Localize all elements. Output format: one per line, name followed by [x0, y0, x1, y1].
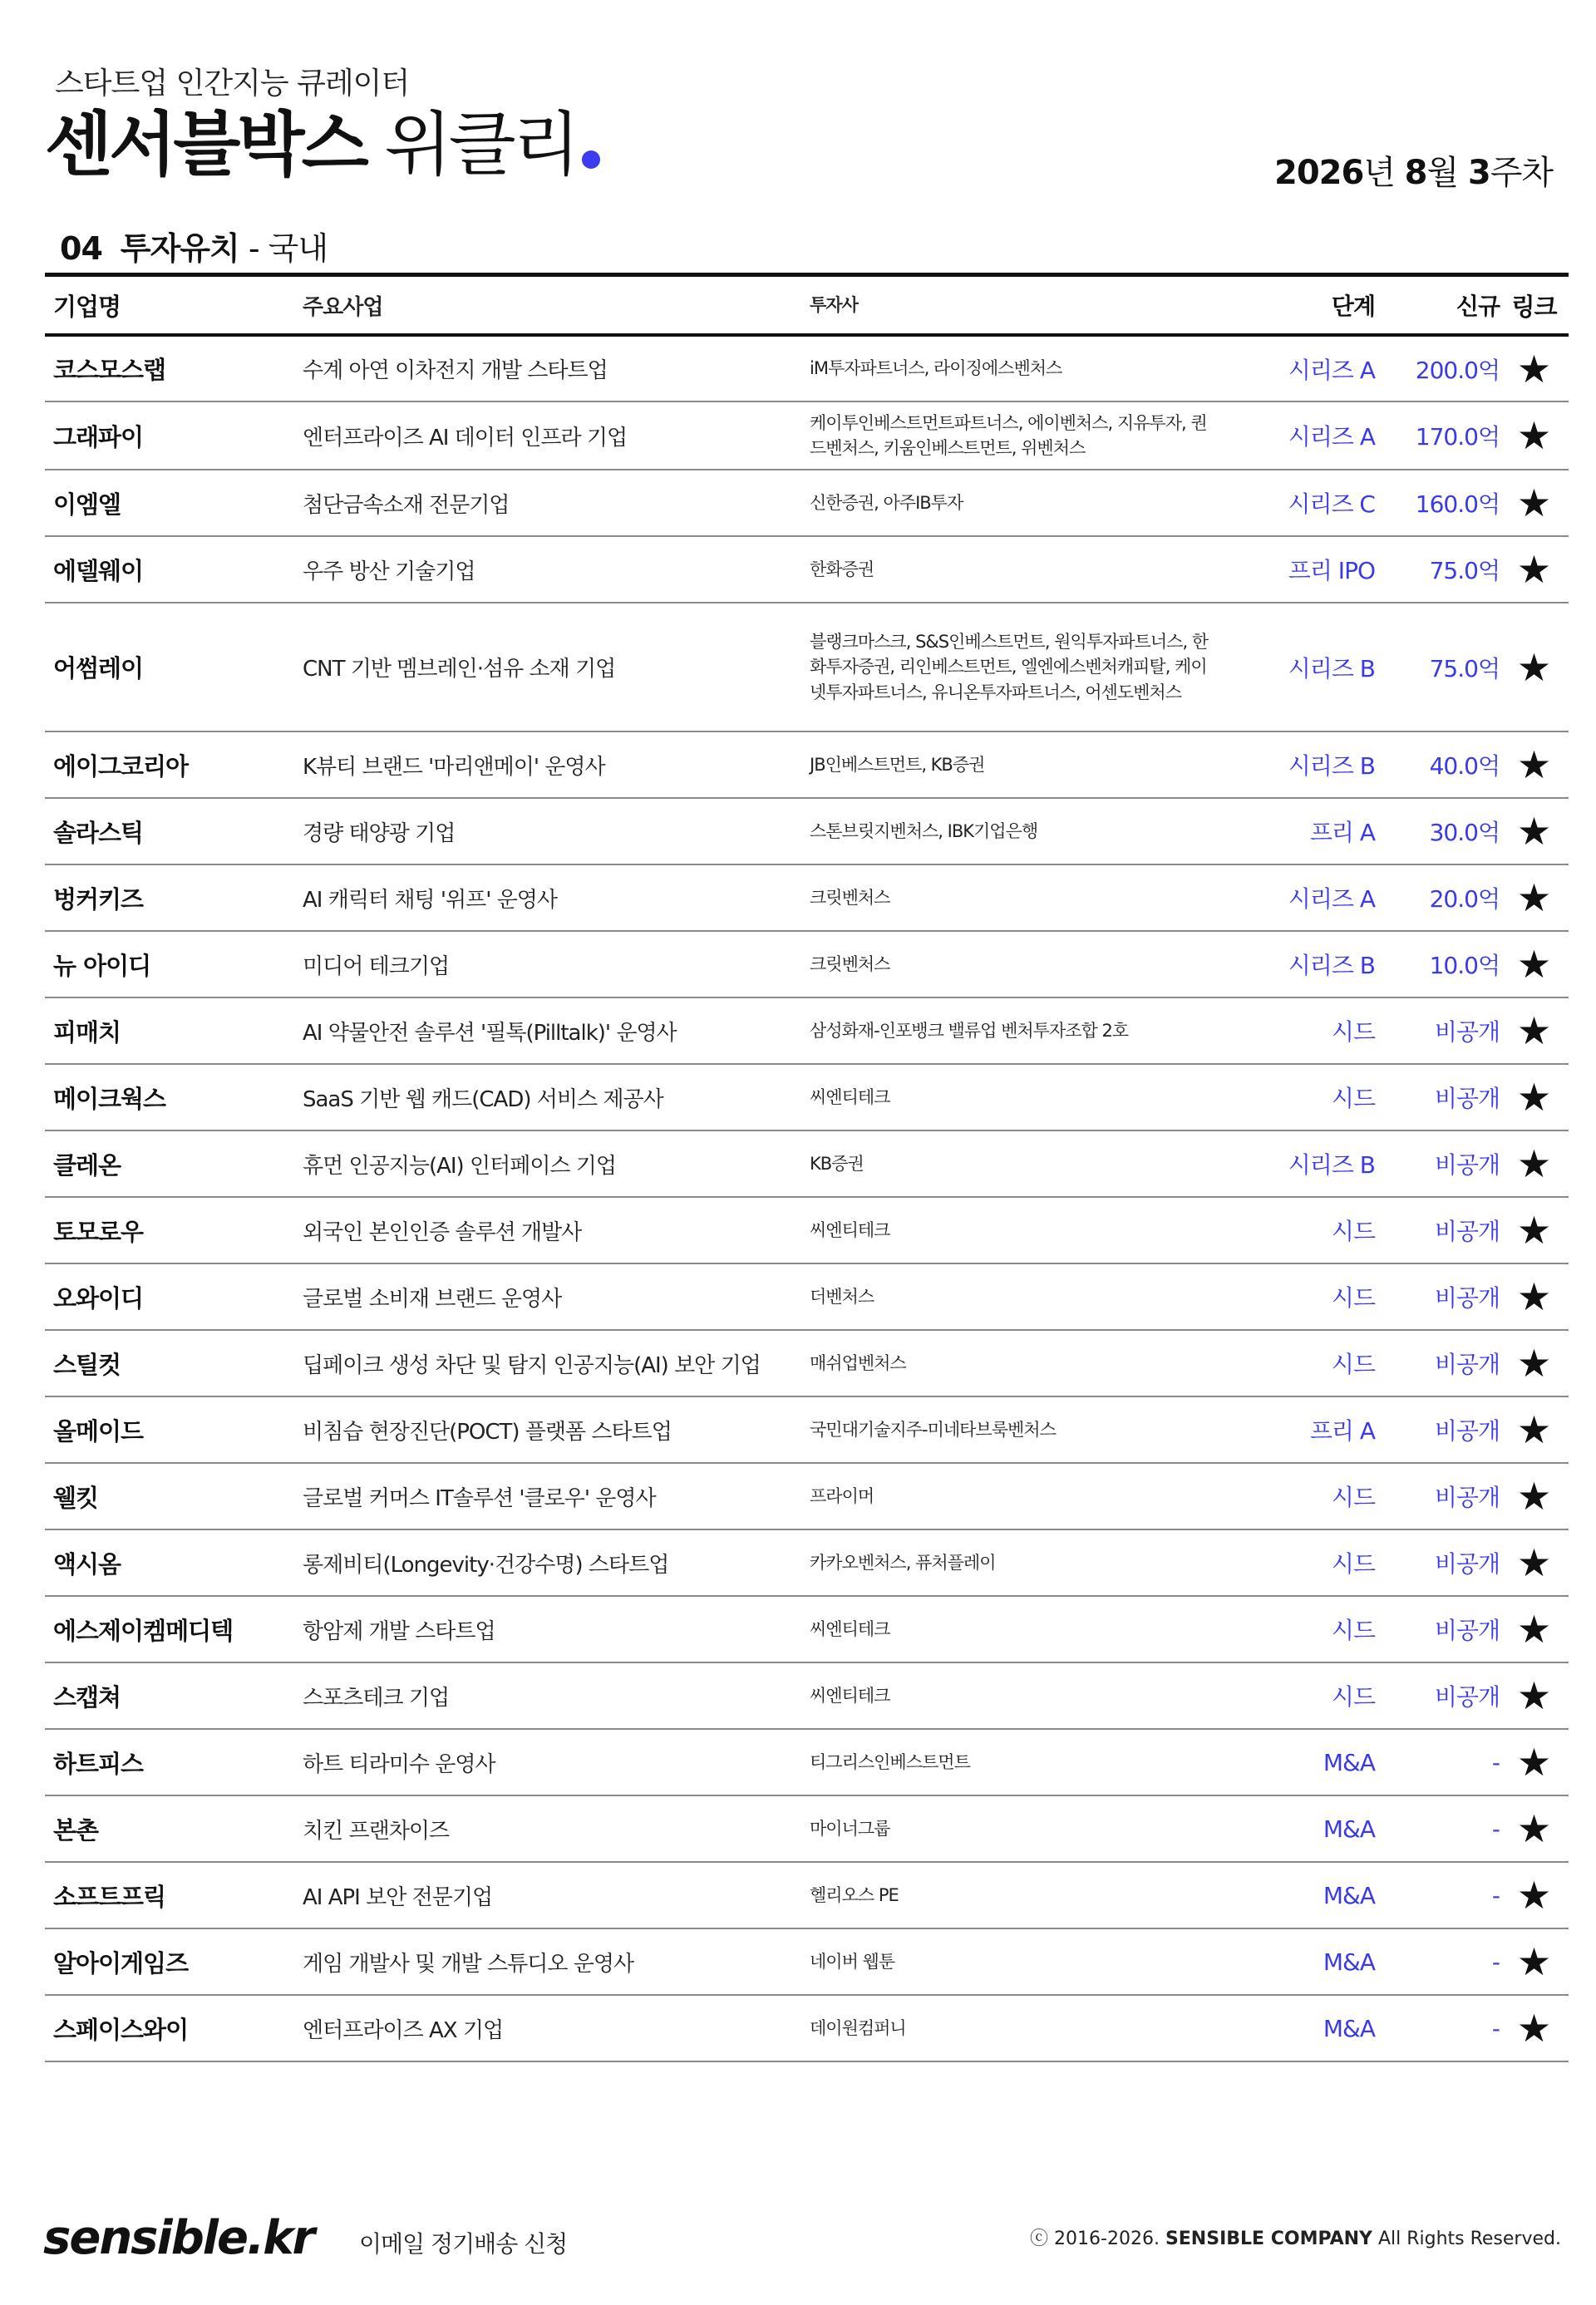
investor-list: 스톤브릿지벤처스, IBK기업은행 [810, 798, 1217, 864]
funding-stage: 시리즈 B [1217, 931, 1375, 997]
column-header-link: 링크 [1511, 292, 1557, 321]
star-link-icon[interactable]: ★ [1500, 1396, 1569, 1463]
copyright-company: SENSIBLE COMPANY [1165, 2229, 1372, 2249]
table-row [45, 1463, 1569, 1529]
table-row [45, 1928, 1569, 1995]
business-description: SaaS 기반 웹 캐드(CAD) 서비스 제공사 [303, 1064, 810, 1130]
column-header-amount: 신규 [1456, 293, 1500, 320]
investor-list: 프라이머 [810, 1463, 1217, 1529]
column-header-stage: 단계 [1331, 293, 1375, 320]
star-link-icon[interactable]: ★ [1500, 335, 1569, 401]
issue-month-unit: 월 [1426, 154, 1468, 192]
business-description: 경량 태양광 기업 [303, 798, 810, 864]
funding-stage: 프리 A [1217, 798, 1375, 864]
investment-table [45, 273, 1569, 2062]
business-description: 수계 아연 이차전지 개발 스타트업 [303, 335, 810, 401]
funding-stage: 시드 [1217, 1263, 1375, 1330]
copyright-prefix: ⓒ 2016-2026. [1030, 2229, 1165, 2249]
investor-list: 헬리오스 PE [810, 1862, 1217, 1928]
table-row [45, 470, 1569, 536]
company-name: 스틸컷 [45, 1330, 303, 1396]
investor-list: 씨엔티테크 [810, 1197, 1217, 1263]
table-row [45, 1862, 1569, 1928]
funding-stage: 시드 [1217, 1662, 1375, 1729]
company-name: 어썸레이 [45, 603, 303, 731]
company-name: 에델웨이 [45, 536, 303, 603]
table-row [45, 1596, 1569, 1662]
funding-stage: M&A [1217, 1862, 1375, 1928]
business-description: CNT 기반 멤브레인·섬유 소재 기업 [303, 603, 810, 731]
issue-year-unit: 년 [1363, 154, 1405, 192]
investor-list: 케이투인베스트먼트파트너스, 에이벤처스, 지유투자, 퀀드벤처스, 키움인베스트먼트, 위벤처스 [810, 401, 1217, 470]
subscribe-link[interactable]: 이메일 정기배송 신청 [359, 2230, 568, 2258]
company-name: 이엠엘 [45, 470, 303, 536]
investor-list: 국민대기술지주-미네타브룩벤처스 [810, 1396, 1217, 1463]
star-link-icon[interactable]: ★ [1500, 1064, 1569, 1130]
company-name: 올메이드 [45, 1396, 303, 1463]
table-row [45, 335, 1569, 401]
star-link-icon[interactable]: ★ [1500, 470, 1569, 536]
investor-list: 네이버 웹툰 [810, 1928, 1217, 1995]
funding-stage: 시리즈 C [1217, 470, 1375, 536]
star-link-icon[interactable]: ★ [1500, 1862, 1569, 1928]
footer-logo[interactable]: sensible.kr [43, 2211, 314, 2265]
issue-year: 2026 [1273, 154, 1364, 192]
business-description: 첨단금속소재 전문기업 [303, 470, 810, 536]
company-name: 피매치 [45, 997, 303, 1064]
company-name: 본촌 [45, 1795, 303, 1862]
investor-list: 매쉬업벤처스 [810, 1330, 1217, 1396]
investor-list: 신한증권, 아주IB투자 [810, 470, 1217, 536]
investor-list: 데이원컴퍼니 [810, 1995, 1217, 2061]
funding-amount: 200.0억 [1375, 335, 1500, 401]
star-link-icon[interactable]: ★ [1500, 401, 1569, 470]
funding-stage: 시드 [1217, 1529, 1375, 1596]
company-name: 메이크웍스 [45, 1064, 303, 1130]
funding-amount: 비공개 [1375, 1529, 1500, 1596]
company-name: 에이그코리아 [45, 731, 303, 798]
star-link-icon[interactable]: ★ [1500, 1995, 1569, 2061]
funding-amount: 비공개 [1375, 1463, 1500, 1529]
funding-amount: 비공개 [1375, 1064, 1500, 1130]
investor-list: 크릿벤처스 [810, 864, 1217, 931]
company-name: 스캡쳐 [45, 1662, 303, 1729]
issue-date [1274, 146, 1553, 194]
star-link-icon[interactable]: ★ [1500, 1130, 1569, 1197]
company-name: 스페이스와이 [45, 1995, 303, 2061]
column-header-investor: 투자사 [810, 294, 858, 315]
funding-amount: 170.0억 [1375, 401, 1500, 470]
star-link-icon[interactable]: ★ [1500, 864, 1569, 931]
newsletter-title [45, 104, 600, 185]
investor-list: 씨엔티테크 [810, 1662, 1217, 1729]
funding-amount: 비공개 [1375, 1197, 1500, 1263]
star-link-icon[interactable]: ★ [1500, 1263, 1569, 1330]
table-row [45, 1995, 1569, 2061]
funding-stage: 시리즈 B [1217, 603, 1375, 731]
funding-amount: 비공개 [1375, 1662, 1500, 1729]
funding-amount: 비공개 [1375, 997, 1500, 1064]
company-name: 솔라스틱 [45, 798, 303, 864]
column-header-business: 주요사업 [303, 294, 383, 320]
table-row [45, 864, 1569, 931]
star-link-icon[interactable]: ★ [1500, 1662, 1569, 1729]
funding-stage: 프리 IPO [1217, 536, 1375, 603]
funding-amount: - [1375, 1795, 1500, 1862]
business-description: 우주 방산 기술기업 [303, 536, 810, 603]
company-name: 하트피스 [45, 1729, 303, 1795]
funding-stage: 시리즈 B [1217, 1130, 1375, 1197]
funding-amount: 75.0억 [1375, 536, 1500, 603]
section-number: 04 [60, 230, 102, 267]
business-description: 비침습 현장진단(POCT) 플랫폼 스타트업 [303, 1396, 810, 1463]
table-row [45, 731, 1569, 798]
company-name: 소프트프릭 [45, 1862, 303, 1928]
star-link-icon[interactable]: ★ [1500, 1197, 1569, 1263]
table-row [45, 1662, 1569, 1729]
funding-stage: M&A [1217, 1995, 1375, 2061]
funding-stage: M&A [1217, 1928, 1375, 1995]
company-name: 알아이게임즈 [45, 1928, 303, 1995]
star-link-icon[interactable]: ★ [1500, 1463, 1569, 1529]
business-description: AI 약물안전 솔루션 '필톡(Pilltalk)' 운영사 [303, 997, 810, 1064]
issue-week: 3 [1467, 154, 1490, 192]
table-row [45, 997, 1569, 1064]
funding-amount: 10.0억 [1375, 931, 1500, 997]
funding-stage: M&A [1217, 1729, 1375, 1795]
table-header-row [45, 275, 1569, 336]
funding-stage: 시드 [1217, 1330, 1375, 1396]
section-heading [60, 223, 328, 268]
investor-list: KB증권 [810, 1130, 1217, 1197]
title-weekly: 위클리 [365, 104, 577, 185]
section-subname: - 국내 [239, 230, 328, 267]
company-name: 벙커키즈 [45, 864, 303, 931]
table-row [45, 931, 1569, 997]
funding-stage: 시리즈 A [1217, 401, 1375, 470]
table-row [45, 401, 1569, 470]
star-link-icon[interactable]: ★ [1500, 997, 1569, 1064]
funding-stage: 시드 [1217, 1064, 1375, 1130]
table-row [45, 1263, 1569, 1330]
table-row [45, 536, 1569, 603]
star-link-icon[interactable]: ★ [1500, 931, 1569, 997]
funding-amount: 160.0억 [1375, 470, 1500, 536]
company-name: 오와이디 [45, 1263, 303, 1330]
issue-month: 8 [1404, 154, 1427, 192]
investor-list: 씨엔티테크 [810, 1064, 1217, 1130]
investor-list: 카카오벤처스, 퓨처플레이 [810, 1529, 1217, 1596]
funding-stage: M&A [1217, 1795, 1375, 1862]
business-description: 스포츠테크 기업 [303, 1662, 810, 1729]
funding-amount: 비공개 [1375, 1130, 1500, 1197]
business-description: 엔터프라이즈 AI 데이터 인프라 기업 [303, 401, 810, 470]
business-description: 외국인 본인인증 솔루션 개발사 [303, 1197, 810, 1263]
column-header-company: 기업명 [53, 292, 121, 321]
business-description: 치킨 프랜차이즈 [303, 1795, 810, 1862]
funding-amount: 40.0억 [1375, 731, 1500, 798]
funding-amount: 75.0억 [1375, 603, 1500, 731]
star-link-icon[interactable]: ★ [1500, 603, 1569, 731]
company-name: 웰킷 [45, 1463, 303, 1529]
funding-amount: 비공개 [1375, 1330, 1500, 1396]
funding-amount: - [1375, 1729, 1500, 1795]
funding-stage: 시드 [1217, 1197, 1375, 1263]
company-name: 액시옴 [45, 1529, 303, 1596]
funding-amount: - [1375, 1995, 1500, 2061]
table-row [45, 1197, 1569, 1263]
table-row [45, 1064, 1569, 1130]
funding-stage: 시리즈 A [1217, 864, 1375, 931]
table-row [45, 1529, 1569, 1596]
funding-stage: 시드 [1217, 1463, 1375, 1529]
company-name: 클레온 [45, 1130, 303, 1197]
funding-stage: 시리즈 A [1217, 335, 1375, 401]
table-row [45, 603, 1569, 731]
company-name: 코스모스랩 [45, 335, 303, 401]
table-row [45, 1130, 1569, 1197]
company-name: 토모로우 [45, 1197, 303, 1263]
investor-list: 씨엔티테크 [810, 1596, 1217, 1662]
business-description: 하트 티라미수 운영사 [303, 1729, 810, 1795]
investor-list: 한화증권 [810, 536, 1217, 603]
copyright-suffix: All Rights Reserved. [1372, 2229, 1561, 2249]
table-row [45, 1729, 1569, 1795]
table-row [45, 1795, 1569, 1862]
star-link-icon[interactable]: ★ [1500, 798, 1569, 864]
funding-amount: - [1375, 1862, 1500, 1928]
business-description: 휴먼 인공지능(AI) 인터페이스 기업 [303, 1130, 810, 1197]
funding-amount: 비공개 [1375, 1396, 1500, 1463]
funding-stage: 시드 [1217, 1596, 1375, 1662]
business-description: AI API 보안 전문기업 [303, 1862, 810, 1928]
investor-list: 마이너그룹 [810, 1795, 1217, 1862]
star-link-icon[interactable]: ★ [1500, 1795, 1569, 1862]
star-link-icon[interactable]: ★ [1500, 1596, 1569, 1662]
title-dot-icon [582, 150, 600, 169]
table-row [45, 1396, 1569, 1463]
table-body [45, 335, 1569, 2061]
business-description: 글로벌 소비재 브랜드 운영사 [303, 1263, 810, 1330]
newsletter-subtitle: 스타트업 인간지능 큐레이터 [55, 66, 410, 101]
business-description: AI 캐릭터 채팅 '위프' 운영사 [303, 864, 810, 931]
star-link-icon[interactable]: ★ [1500, 731, 1569, 798]
table-row [45, 798, 1569, 864]
funding-stage: 프리 A [1217, 1396, 1375, 1463]
funding-stage: 시리즈 B [1217, 731, 1375, 798]
table-row [45, 1330, 1569, 1396]
title-brand: 센서블박스 [45, 104, 366, 185]
investor-list: 티그리스인베스트먼트 [810, 1729, 1217, 1795]
star-link-icon[interactable]: ★ [1500, 536, 1569, 603]
business-description: 항암제 개발 스타트업 [303, 1596, 810, 1662]
investor-list: iM투자파트너스, 라이징에스벤처스 [810, 335, 1217, 401]
funding-stage: 시드 [1217, 997, 1375, 1064]
funding-amount: - [1375, 1928, 1500, 1995]
company-name: 뉴 아이디 [45, 931, 303, 997]
investor-list: 블랭크마스크, S&S인베스트먼트, 원익투자파트너스, 한화투자증권, 리인베스트먼트, 엘엔에스벤처캐피탈, 케이넷투자파트너스, 유니온투자파트너스, 어센도벤처스 [810, 603, 1217, 731]
company-name: 에스제이켐메디텍 [45, 1596, 303, 1662]
section-name: 투자유치 [120, 230, 239, 267]
business-description: 글로벌 커머스 IT솔루션 '클로우' 운영사 [303, 1463, 810, 1529]
business-description: 게임 개발사 및 개발 스튜디오 운영사 [303, 1928, 810, 1995]
star-link-icon[interactable]: ★ [1500, 1330, 1569, 1396]
funding-amount: 비공개 [1375, 1263, 1500, 1330]
investor-list: 더벤처스 [810, 1263, 1217, 1330]
business-description: 롱제비티(Longevity·건강수명) 스타트업 [303, 1529, 810, 1596]
business-description: 엔터프라이즈 AX 기업 [303, 1995, 810, 2061]
funding-amount: 비공개 [1375, 1596, 1500, 1662]
star-link-icon[interactable]: ★ [1500, 1928, 1569, 1995]
copyright [1030, 2224, 1561, 2250]
funding-amount: 20.0억 [1375, 864, 1500, 931]
business-description: K뷰티 브랜드 '마리앤메이' 운영사 [303, 731, 810, 798]
business-description: 미디어 테크기업 [303, 931, 810, 997]
business-description: 딥페이크 생성 차단 및 탐지 인공지능(AI) 보안 기업 [303, 1330, 810, 1396]
investor-list: 크릿벤처스 [810, 931, 1217, 997]
investor-list: 삼성화재-인포뱅크 밸류업 벤처투자조합 2호 [810, 997, 1217, 1064]
company-name: 그래파이 [45, 401, 303, 470]
funding-amount: 30.0억 [1375, 798, 1500, 864]
issue-week-unit: 주차 [1490, 154, 1553, 192]
star-link-icon[interactable]: ★ [1500, 1529, 1569, 1596]
investor-list: JB인베스트먼트, KB증권 [810, 731, 1217, 798]
star-link-icon[interactable]: ★ [1500, 1729, 1569, 1795]
